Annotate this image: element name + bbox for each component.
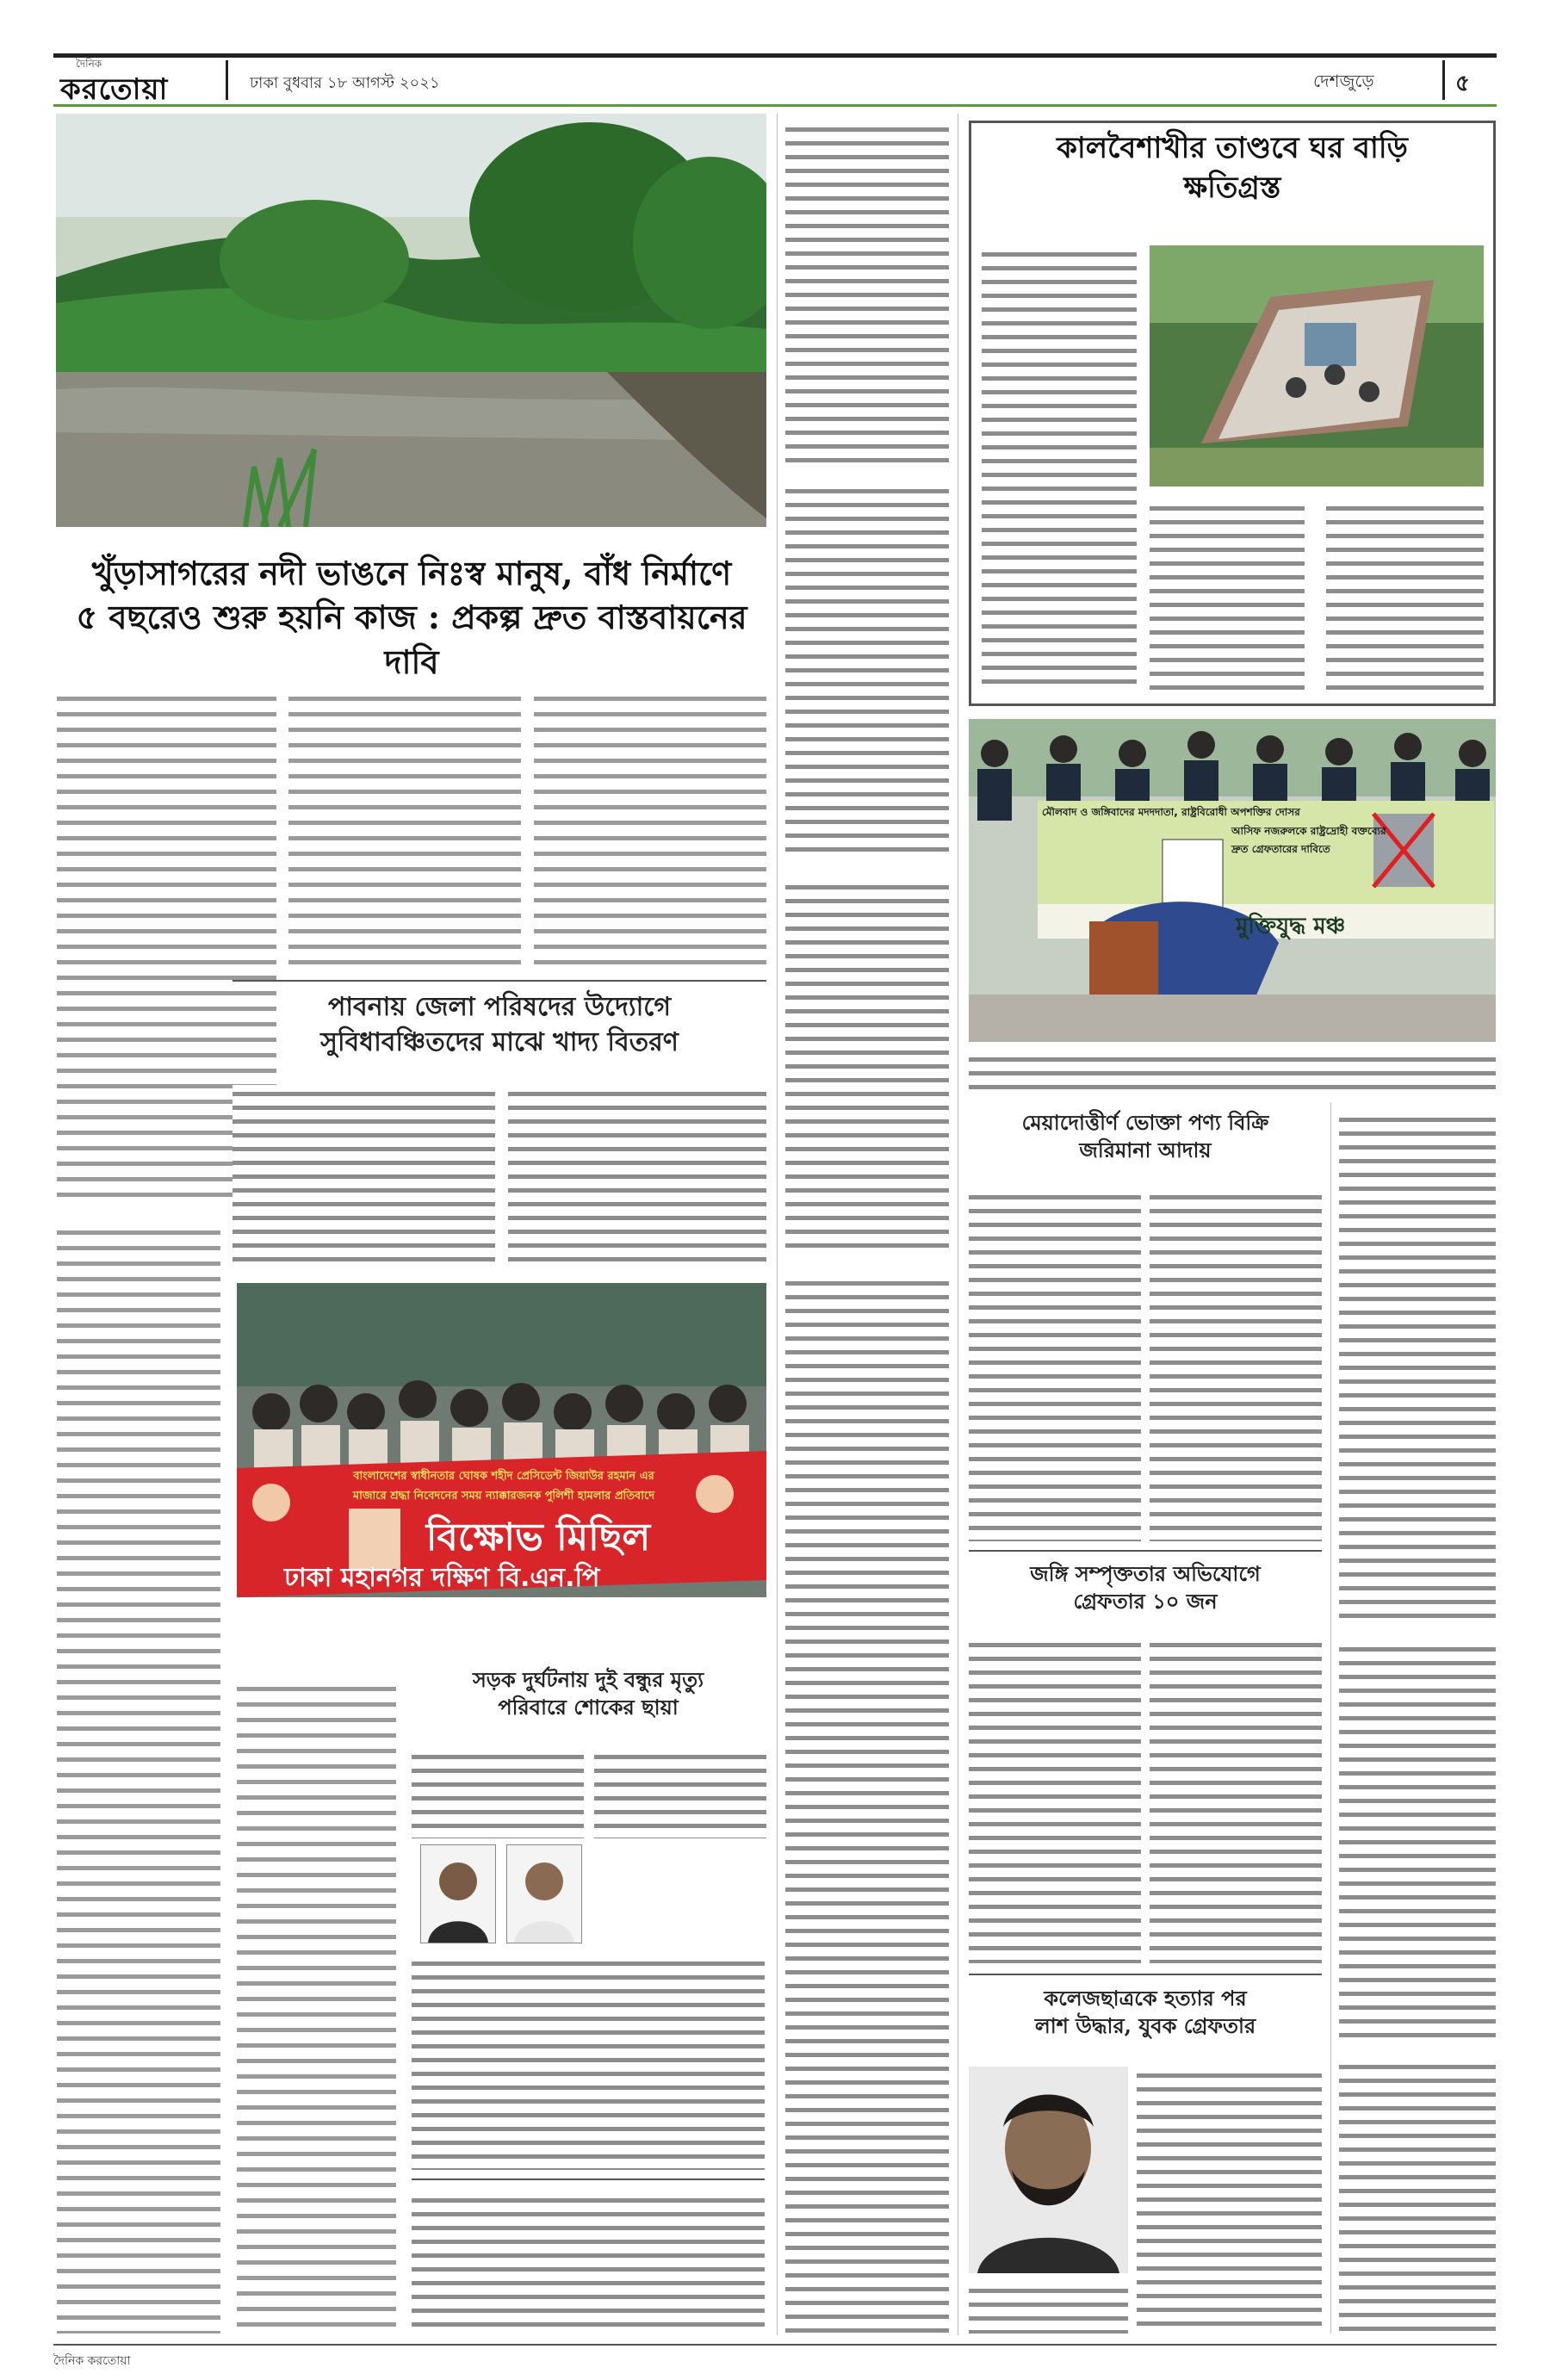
center-left-column xyxy=(237,1679,396,2334)
protest-banner-line2: আসিফ নজরুলকে রাষ্ট্রদ্রোহী বক্তব্যের xyxy=(1231,825,1386,837)
masthead-divider xyxy=(1442,60,1445,100)
river-bank-image xyxy=(56,114,766,527)
masthead-divider xyxy=(226,60,228,100)
suspect-portrait-image xyxy=(969,2067,1128,2273)
column-rule xyxy=(777,114,778,2335)
right-lower-column-1 xyxy=(969,1636,1141,1963)
boxed-story-column-1 xyxy=(982,245,1137,693)
center-lower-column-1 xyxy=(412,1748,584,1838)
middle-column-2 xyxy=(785,482,949,861)
section-name: দেশজুড়ে xyxy=(1313,71,1374,91)
boxed-story-column-3 xyxy=(1326,499,1484,693)
right-lower-headline xyxy=(969,1560,1322,1616)
story-divider xyxy=(969,1974,1322,1975)
story-divider xyxy=(232,980,766,982)
storm-damage-photo xyxy=(1150,245,1484,487)
suspect-photo xyxy=(969,2067,1128,2273)
portrait-photo xyxy=(506,1844,582,1943)
bottom-right-headline-line2: লাশ উদ্ধার, যুবক গ্রেফতার xyxy=(1034,2013,1256,2039)
second-story-column-2 xyxy=(508,1085,766,1266)
rally-banner-second-line: মাজারে শ্রদ্ধা নিবেদনের সময় ন্যাক্কারজনক পুলিশী হামলার প্রতিবাদে xyxy=(352,1490,655,1503)
lead-photo xyxy=(56,114,766,527)
far-right-column-3 xyxy=(1339,2058,1496,2334)
portrait-photo xyxy=(420,1844,496,1943)
protest-banner-bottom: মুক্তিযুদ্ধ মঞ্চ xyxy=(1236,914,1346,939)
lead-body-column-2 xyxy=(288,689,521,964)
protest-banner-line1: মৌলবাদ ও জঙ্গিবাদের মদদদাতা, রাষ্ট্রবিরোধী অপশক্তির দোসর xyxy=(1042,806,1300,818)
lead-headline-line2: ৫ বছরেও শুরু হয়নি কাজ : প্রকল্প দ্রুত বাস্তবায়নের দাবি xyxy=(76,598,747,681)
newspaper-logo: করতোয়া xyxy=(60,72,169,107)
right-middle-headline xyxy=(969,1109,1322,1165)
right-middle-headline-line1: মেয়াদোত্তীর্ণ ভোক্তা পণ্য বিক্রি xyxy=(1021,1110,1269,1135)
second-story-headline-line1: পাবনায় জেলা পরিষদের উদ্যোগে xyxy=(327,992,672,1022)
protest-banner-line3: দ্রুত গ্রেফতারের দাবিতে xyxy=(1231,843,1330,855)
right-lower-column-2 xyxy=(1150,1636,1322,1963)
second-story-column-1 xyxy=(232,1085,495,1266)
footer-paper-name: দৈনিক করতোয়া xyxy=(53,2354,131,2368)
portrait-2-image xyxy=(507,1845,581,1943)
bottom-right-headline-line1: কলেজছাত্রকে হত্যার পর xyxy=(1044,1986,1247,2011)
newspaper-logo-small: দৈনিক xyxy=(76,58,102,70)
protest-photo xyxy=(969,719,1496,1042)
right-middle-column-2 xyxy=(1150,1188,1322,1541)
top-right-headline-line2: ক্ষতিগ্রস্ত xyxy=(1183,170,1281,205)
rally-banner-top-line: বাংলাদেশের স্বাধীনতার ঘোষক শহীদ প্রেসিডেন্ট জিয়াউর রহমান এর xyxy=(353,1470,654,1483)
right-middle-column-1 xyxy=(969,1188,1141,1541)
right-lower-headline-line2: গ্রেফতার ১০ জন xyxy=(1073,1589,1218,1615)
top-right-headline-line1: কালবৈশাখীর তাণ্ডবে ঘর বাড়ি xyxy=(1057,131,1408,165)
center-lower-headline-line1: সড়ক দুর্ঘটনায় দুই বন্ধুর মৃত্যু xyxy=(472,1667,704,1692)
center-lower-column-2 xyxy=(594,1748,766,1838)
center-lower-headline xyxy=(412,1666,765,1722)
rally-banner-footer: ঢাকা মহানগর দক্ষিণ বি.এন.পি xyxy=(284,1563,600,1593)
second-story-headline xyxy=(232,990,766,1060)
boxed-story-column-2 xyxy=(1150,499,1305,693)
middle-column-1 xyxy=(785,121,949,465)
masthead-dateline: ঢাকা বুধবার ১৮ আগস্ট ২০২১ xyxy=(250,74,440,92)
protest-caption xyxy=(969,1051,1496,1089)
bottom-right-column-1 xyxy=(1137,2067,1322,2334)
center-lower-column-3 xyxy=(412,1955,765,2170)
protest-image xyxy=(969,719,1496,1042)
column-rule xyxy=(1330,1102,1331,2334)
middle-column-3 xyxy=(785,878,949,1257)
second-story-headline-line2: সুবিধাবঞ্চিতদের মাঝে খাদ্য বিতরণ xyxy=(320,1026,679,1057)
page-bottom-rule xyxy=(53,2344,1497,2346)
far-right-column-2 xyxy=(1339,1640,1496,2045)
center-bottom-column xyxy=(412,2191,765,2334)
lead-headline xyxy=(57,551,766,684)
left-column-continued xyxy=(57,1223,220,2334)
bottom-right-column-2 xyxy=(969,2282,1128,2334)
lead-body-column-3 xyxy=(534,689,766,964)
far-right-column-1 xyxy=(1339,1111,1496,1627)
center-lower-headline-line2: পরিবারে শোকের ছায়া xyxy=(498,1695,679,1720)
page-number: ৫ xyxy=(1455,71,1470,96)
right-lower-headline-line1: জঙ্গি সম্পৃক্ততার অভিযোগে xyxy=(1030,1561,1261,1586)
bottom-right-headline xyxy=(969,1985,1322,2041)
story-divider xyxy=(969,1550,1322,1552)
story-divider xyxy=(412,2179,765,2180)
storm-damage-image xyxy=(1150,245,1484,487)
right-middle-headline-line2: জরিমানা আদায় xyxy=(1079,1137,1212,1163)
lead-headline-line1: খুঁড়াসাগরের নদী ভাঙনে নিঃস্ব মানুষ, বাঁধ নির্মাণে xyxy=(91,554,732,592)
portrait-1-image xyxy=(421,1845,495,1943)
rally-banner-main: বিক্ষোভ মিছিল xyxy=(425,1515,651,1559)
top-right-headline xyxy=(977,129,1487,208)
middle-column-4 xyxy=(785,1274,949,2334)
